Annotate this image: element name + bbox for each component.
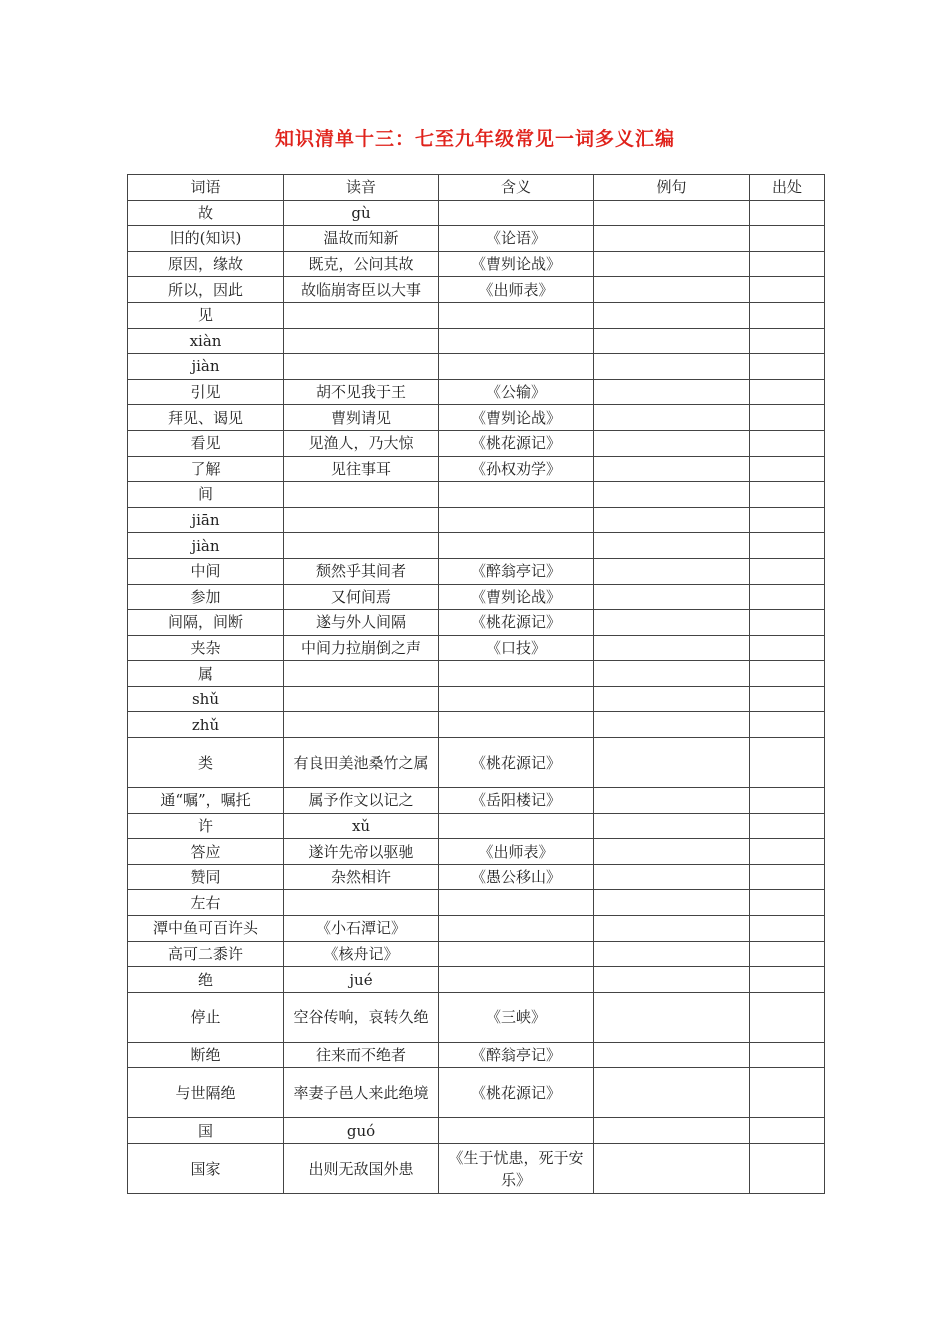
cell-pronunciation: xǔ bbox=[284, 813, 439, 839]
cell-example bbox=[594, 533, 750, 559]
cell-word: 引见 bbox=[128, 379, 284, 405]
cell-source bbox=[750, 1144, 825, 1194]
cell-example bbox=[594, 405, 750, 431]
cell-pronunciation: 有良田美池桑竹之属 bbox=[284, 738, 439, 788]
cell-meaning: 《口技》 bbox=[439, 635, 594, 661]
cell-example bbox=[594, 635, 750, 661]
table-row bbox=[128, 1042, 825, 1068]
cell-word: 看见 bbox=[128, 430, 284, 456]
table-row bbox=[128, 277, 825, 303]
cell-source bbox=[750, 890, 825, 916]
cell-example bbox=[594, 277, 750, 303]
cell-source bbox=[750, 430, 825, 456]
cell-meaning: 《生于忧患，死于安乐》 bbox=[439, 1144, 594, 1194]
cell-meaning: 《桃花源记》 bbox=[439, 610, 594, 636]
cell-meaning: 《桃花源记》 bbox=[439, 1068, 594, 1118]
table-row bbox=[128, 992, 825, 1042]
table-body bbox=[128, 200, 825, 1193]
cell-word: 许 bbox=[128, 813, 284, 839]
cell-word: 潭中鱼可百许头 bbox=[128, 916, 284, 942]
cell-word: 答应 bbox=[128, 839, 284, 865]
page-title: 知识清单十三：七至九年级常见一词多义汇编 bbox=[274, 128, 675, 150]
cell-meaning: 《出师表》 bbox=[439, 839, 594, 865]
table-row bbox=[128, 533, 825, 559]
cell-source bbox=[750, 916, 825, 942]
cell-example bbox=[594, 302, 750, 328]
table-header-row bbox=[128, 175, 825, 201]
cell-source bbox=[750, 1118, 825, 1144]
cell-example bbox=[594, 354, 750, 380]
table-row bbox=[128, 328, 825, 354]
header-meaning: 含义 bbox=[439, 175, 594, 201]
cell-word: 与世隔绝 bbox=[128, 1068, 284, 1118]
cell-word: 属 bbox=[128, 661, 284, 687]
header-pronunciation: 读音 bbox=[284, 175, 439, 201]
cell-source bbox=[750, 482, 825, 508]
cell-source bbox=[750, 813, 825, 839]
cell-meaning: 《三峡》 bbox=[439, 992, 594, 1042]
cell-meaning: 《醉翁亭记》 bbox=[439, 558, 594, 584]
cell-source bbox=[750, 1042, 825, 1068]
cell-word: 间隔，间断 bbox=[128, 610, 284, 636]
cell-example bbox=[594, 610, 750, 636]
table-row bbox=[128, 1144, 825, 1194]
cell-example bbox=[594, 379, 750, 405]
table-row bbox=[128, 354, 825, 380]
cell-source bbox=[750, 405, 825, 431]
cell-meaning: 《论语》 bbox=[439, 226, 594, 252]
table-row bbox=[128, 558, 825, 584]
cell-meaning bbox=[439, 1118, 594, 1144]
cell-example bbox=[594, 507, 750, 533]
cell-word: jiàn bbox=[128, 354, 284, 380]
table-row bbox=[128, 864, 825, 890]
cell-pronunciation: 往来而不绝者 bbox=[284, 1042, 439, 1068]
cell-source bbox=[750, 251, 825, 277]
cell-source bbox=[750, 788, 825, 814]
cell-source bbox=[750, 302, 825, 328]
table-row bbox=[128, 712, 825, 738]
cell-example bbox=[594, 456, 750, 482]
cell-source bbox=[750, 967, 825, 993]
table-row bbox=[128, 482, 825, 508]
cell-word: 断绝 bbox=[128, 1042, 284, 1068]
table-row bbox=[128, 584, 825, 610]
cell-pronunciation bbox=[284, 712, 439, 738]
cell-source bbox=[750, 507, 825, 533]
cell-word: 原因，缘故 bbox=[128, 251, 284, 277]
cell-example bbox=[594, 1118, 750, 1144]
cell-pronunciation: 胡不见我于王 bbox=[284, 379, 439, 405]
cell-source bbox=[750, 277, 825, 303]
cell-example bbox=[594, 916, 750, 942]
cell-pronunciation: 故临崩寄臣以大事 bbox=[284, 277, 439, 303]
cell-source bbox=[750, 661, 825, 687]
cell-source bbox=[750, 226, 825, 252]
cell-pronunciation: 空谷传响，哀转久绝 bbox=[284, 992, 439, 1042]
table-row bbox=[128, 1068, 825, 1118]
cell-pronunciation: 属予作文以记之 bbox=[284, 788, 439, 814]
vocabulary-table bbox=[127, 174, 825, 1194]
cell-source bbox=[750, 610, 825, 636]
table-row bbox=[128, 890, 825, 916]
cell-word: 国家 bbox=[128, 1144, 284, 1194]
cell-example bbox=[594, 584, 750, 610]
cell-word: 绝 bbox=[128, 967, 284, 993]
cell-meaning bbox=[439, 354, 594, 380]
cell-pronunciation: 颓然乎其间者 bbox=[284, 558, 439, 584]
cell-pronunciation: guó bbox=[284, 1118, 439, 1144]
cell-pronunciation bbox=[284, 507, 439, 533]
cell-example bbox=[594, 967, 750, 993]
cell-word: 拜见、谒见 bbox=[128, 405, 284, 431]
table-row bbox=[128, 813, 825, 839]
cell-word: 中间 bbox=[128, 558, 284, 584]
cell-pronunciation bbox=[284, 890, 439, 916]
cell-pronunciation bbox=[284, 354, 439, 380]
cell-word: 类 bbox=[128, 738, 284, 788]
cell-word: 赞同 bbox=[128, 864, 284, 890]
cell-source bbox=[750, 941, 825, 967]
cell-word: 国 bbox=[128, 1118, 284, 1144]
cell-example bbox=[594, 482, 750, 508]
cell-meaning: 《出师表》 bbox=[439, 277, 594, 303]
cell-pronunciation: 出则无敌国外患 bbox=[284, 1144, 439, 1194]
table-row bbox=[128, 788, 825, 814]
table-row bbox=[128, 507, 825, 533]
cell-source bbox=[750, 635, 825, 661]
cell-pronunciation bbox=[284, 661, 439, 687]
cell-meaning: 《曹刿论战》 bbox=[439, 405, 594, 431]
cell-word: xiàn bbox=[128, 328, 284, 354]
table-row bbox=[128, 430, 825, 456]
cell-meaning bbox=[439, 686, 594, 712]
cell-meaning bbox=[439, 533, 594, 559]
cell-example bbox=[594, 864, 750, 890]
cell-example bbox=[594, 738, 750, 788]
cell-word: 停止 bbox=[128, 992, 284, 1042]
cell-example bbox=[594, 430, 750, 456]
header-source: 出处 bbox=[750, 175, 825, 201]
header-word: 词语 bbox=[128, 175, 284, 201]
cell-word: 了解 bbox=[128, 456, 284, 482]
cell-word: 通“嘱”，嘱托 bbox=[128, 788, 284, 814]
cell-word: 旧的(知识) bbox=[128, 226, 284, 252]
cell-pronunciation bbox=[284, 533, 439, 559]
table-row bbox=[128, 941, 825, 967]
cell-meaning: 《曹刿论战》 bbox=[439, 251, 594, 277]
cell-meaning bbox=[439, 712, 594, 738]
cell-meaning: 《桃花源记》 bbox=[439, 430, 594, 456]
cell-meaning: 《孙权劝学》 bbox=[439, 456, 594, 482]
cell-meaning bbox=[439, 661, 594, 687]
cell-pronunciation: 《核舟记》 bbox=[284, 941, 439, 967]
cell-pronunciation: 见往事耳 bbox=[284, 456, 439, 482]
cell-source bbox=[750, 558, 825, 584]
cell-source bbox=[750, 712, 825, 738]
cell-source bbox=[750, 379, 825, 405]
table-row bbox=[128, 302, 825, 328]
cell-meaning: 《桃花源记》 bbox=[439, 738, 594, 788]
cell-example bbox=[594, 712, 750, 738]
cell-example bbox=[594, 1144, 750, 1194]
cell-meaning: 《公输》 bbox=[439, 379, 594, 405]
table-row bbox=[128, 1118, 825, 1144]
cell-meaning bbox=[439, 328, 594, 354]
cell-word: 夹杂 bbox=[128, 635, 284, 661]
table-row bbox=[128, 405, 825, 431]
cell-word: 见 bbox=[128, 302, 284, 328]
cell-pronunciation: 温故而知新 bbox=[284, 226, 439, 252]
cell-meaning: 《愚公移山》 bbox=[439, 864, 594, 890]
cell-example bbox=[594, 941, 750, 967]
table-row bbox=[128, 661, 825, 687]
cell-meaning bbox=[439, 507, 594, 533]
cell-example bbox=[594, 200, 750, 226]
cell-example bbox=[594, 1068, 750, 1118]
cell-pronunciation: 曹刿请见 bbox=[284, 405, 439, 431]
header-example: 例句 bbox=[594, 175, 750, 201]
table-row bbox=[128, 839, 825, 865]
cell-word: 左右 bbox=[128, 890, 284, 916]
cell-example bbox=[594, 813, 750, 839]
cell-example bbox=[594, 251, 750, 277]
cell-meaning bbox=[439, 941, 594, 967]
table-row bbox=[128, 967, 825, 993]
cell-pronunciation: 又何间焉 bbox=[284, 584, 439, 610]
cell-meaning bbox=[439, 916, 594, 942]
cell-example bbox=[594, 1042, 750, 1068]
cell-example bbox=[594, 661, 750, 687]
cell-example bbox=[594, 226, 750, 252]
cell-example bbox=[594, 686, 750, 712]
cell-word: shǔ bbox=[128, 686, 284, 712]
cell-pronunciation: jué bbox=[284, 967, 439, 993]
cell-meaning: 《醉翁亭记》 bbox=[439, 1042, 594, 1068]
cell-source bbox=[750, 738, 825, 788]
cell-meaning bbox=[439, 302, 594, 328]
cell-word: jiān bbox=[128, 507, 284, 533]
cell-word: 所以，因此 bbox=[128, 277, 284, 303]
cell-pronunciation bbox=[284, 328, 439, 354]
cell-example bbox=[594, 328, 750, 354]
cell-word: 故 bbox=[128, 200, 284, 226]
table-row bbox=[128, 456, 825, 482]
cell-meaning bbox=[439, 967, 594, 993]
table-row bbox=[128, 686, 825, 712]
table-row bbox=[128, 379, 825, 405]
cell-source bbox=[750, 200, 825, 226]
cell-source bbox=[750, 456, 825, 482]
cell-meaning: 《岳阳楼记》 bbox=[439, 788, 594, 814]
cell-pronunciation: 既克，公问其故 bbox=[284, 251, 439, 277]
cell-source bbox=[750, 584, 825, 610]
cell-source bbox=[750, 328, 825, 354]
cell-meaning bbox=[439, 200, 594, 226]
cell-pronunciation: 见渔人，乃大惊 bbox=[284, 430, 439, 456]
table-row bbox=[128, 916, 825, 942]
cell-pronunciation: 《小石潭记》 bbox=[284, 916, 439, 942]
cell-word: 参加 bbox=[128, 584, 284, 610]
cell-pronunciation: 中间力拉崩倒之声 bbox=[284, 635, 439, 661]
cell-pronunciation: 杂然相许 bbox=[284, 864, 439, 890]
cell-example bbox=[594, 890, 750, 916]
cell-meaning bbox=[439, 813, 594, 839]
cell-pronunciation bbox=[284, 302, 439, 328]
cell-pronunciation bbox=[284, 482, 439, 508]
cell-word: 高可二黍许 bbox=[128, 941, 284, 967]
table-row bbox=[128, 738, 825, 788]
cell-source bbox=[750, 1068, 825, 1118]
cell-source bbox=[750, 533, 825, 559]
cell-word: 间 bbox=[128, 482, 284, 508]
cell-source bbox=[750, 686, 825, 712]
cell-example bbox=[594, 839, 750, 865]
table-row bbox=[128, 226, 825, 252]
cell-pronunciation: 遂许先帝以驱驰 bbox=[284, 839, 439, 865]
cell-source bbox=[750, 992, 825, 1042]
table-row bbox=[128, 610, 825, 636]
cell-meaning bbox=[439, 482, 594, 508]
cell-source bbox=[750, 354, 825, 380]
cell-source bbox=[750, 864, 825, 890]
cell-pronunciation bbox=[284, 686, 439, 712]
table-row bbox=[128, 635, 825, 661]
table-row bbox=[128, 200, 825, 226]
cell-source bbox=[750, 839, 825, 865]
cell-pronunciation: 率妻子邑人来此绝境 bbox=[284, 1068, 439, 1118]
table-row bbox=[128, 251, 825, 277]
cell-meaning bbox=[439, 890, 594, 916]
cell-word: zhǔ bbox=[128, 712, 284, 738]
cell-pronunciation: gù bbox=[284, 200, 439, 226]
cell-meaning: 《曹刿论战》 bbox=[439, 584, 594, 610]
cell-pronunciation: 遂与外人间隔 bbox=[284, 610, 439, 636]
cell-example bbox=[594, 992, 750, 1042]
cell-example bbox=[594, 788, 750, 814]
cell-word: jiàn bbox=[128, 533, 284, 559]
cell-example bbox=[594, 558, 750, 584]
